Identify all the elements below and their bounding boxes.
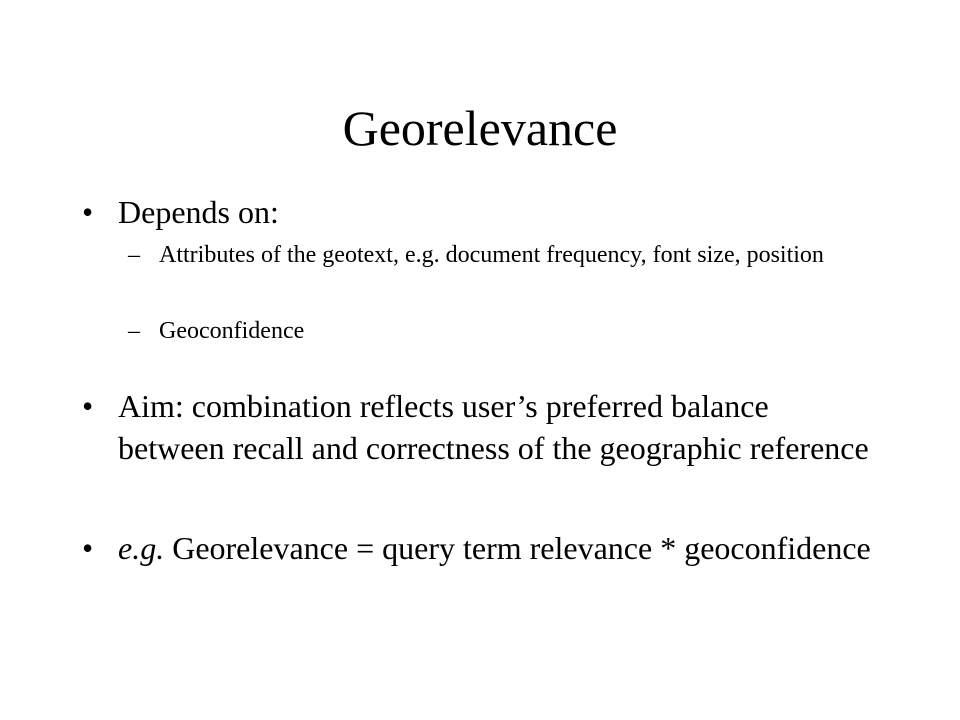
bullet-marker: • xyxy=(82,388,94,424)
sub-bullet-geoconfidence xyxy=(128,316,868,346)
sub-bullet-text: Geoconfidence xyxy=(159,318,305,344)
bullet-text: Depends on: xyxy=(118,194,279,230)
sub-bullet-attributes xyxy=(128,240,868,270)
sub-bullet-marker: – xyxy=(128,318,140,344)
bullet-marker: • xyxy=(82,530,94,566)
slide-title: Georelevance xyxy=(342,100,618,156)
bullet-marker: • xyxy=(82,194,94,230)
bullet-text xyxy=(118,527,872,569)
italic-prefix: e.g. xyxy=(118,530,165,566)
bullet-depends-on xyxy=(82,191,872,233)
sub-bullet-marker: – xyxy=(128,242,140,268)
bullet-formula xyxy=(82,527,872,569)
formula-text: Georelevance = query term relevance * geoconfidence xyxy=(164,530,871,566)
bullet-aim xyxy=(82,385,872,469)
sub-bullet-text: Attributes of the geotext, e.g. document frequency, font size, position xyxy=(159,242,824,268)
bullet-text: Aim: combination reflects user’s preferred balance between recall and correctness of the geographic reference xyxy=(118,388,869,466)
